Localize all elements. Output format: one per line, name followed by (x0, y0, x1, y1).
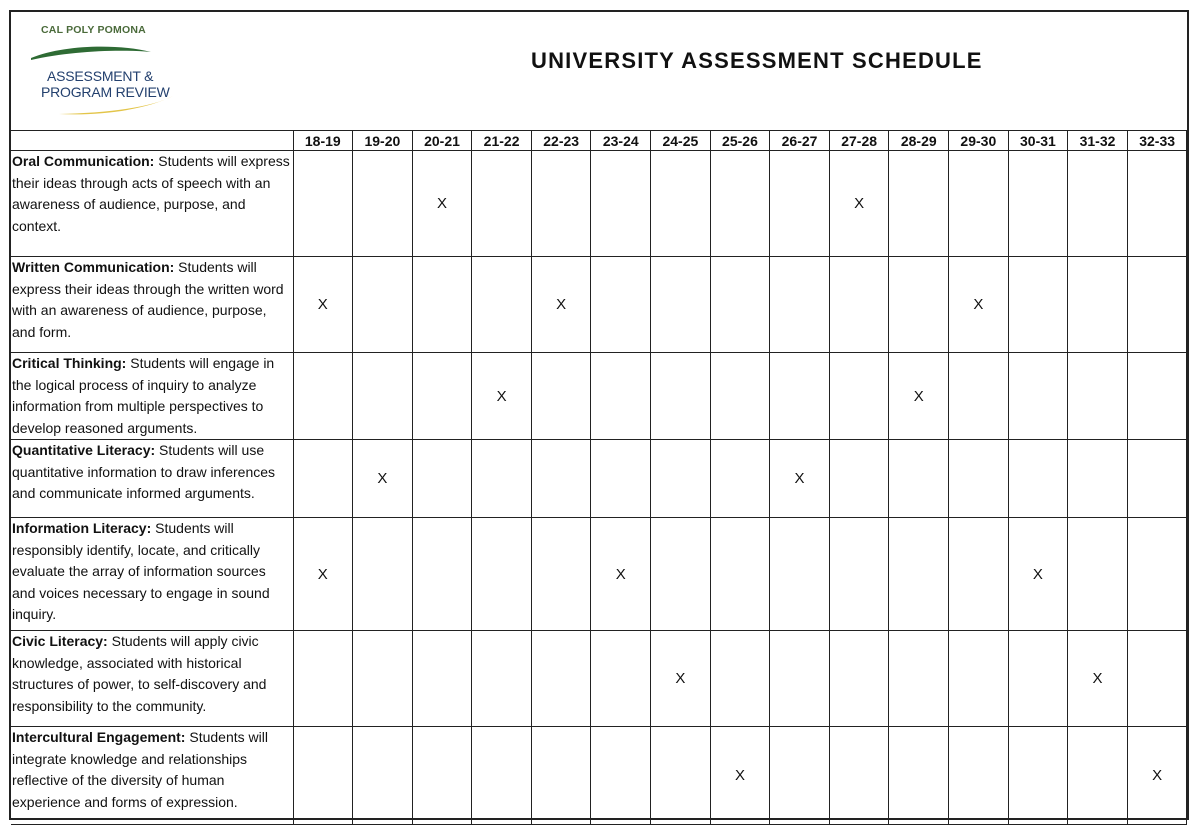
outcome-description-cell (11, 257, 293, 353)
outcome-description: Students will responsibly identify, locate, and critically evaluate the array of information sources and voices necessary to engage in sound inquiry. (12, 520, 270, 622)
outcome-row (11, 257, 1187, 353)
empty-schedule-cell (1008, 257, 1068, 353)
empty-schedule-cell (889, 440, 949, 518)
assessment-mark-cell: X (412, 151, 472, 257)
empty-schedule-cell (472, 151, 532, 257)
assessment-mark-cell: X (889, 353, 949, 440)
empty-schedule-cell (829, 257, 889, 353)
outcome-row (11, 727, 1187, 825)
assessment-mark-cell: X (472, 353, 532, 440)
empty-schedule-cell (651, 353, 711, 440)
empty-schedule-cell (651, 151, 711, 257)
empty-schedule-cell (353, 353, 413, 440)
empty-schedule-cell (770, 257, 830, 353)
empty-schedule-cell (531, 518, 591, 631)
page-title: UNIVERSITY ASSESSMENT SCHEDULE (531, 48, 983, 73)
empty-schedule-cell (1127, 518, 1187, 631)
empty-schedule-cell (889, 151, 949, 257)
year-header: 18-19 (293, 131, 353, 151)
empty-schedule-cell (829, 631, 889, 727)
empty-schedule-cell (1127, 353, 1187, 440)
empty-schedule-cell (293, 631, 353, 727)
assessment-mark-cell: X (293, 257, 353, 353)
empty-schedule-cell (531, 151, 591, 257)
assessment-mark-cell: X (591, 518, 651, 631)
logo-line-2: PROGRAM REVIEW (41, 84, 170, 100)
empty-schedule-cell (1127, 631, 1187, 727)
outcome-description: Students will integrate knowledge and relationships reflective of the diversity of human experience and forms of expression. (12, 729, 268, 810)
empty-schedule-cell (829, 727, 889, 825)
empty-schedule-cell (1068, 727, 1128, 825)
year-header: 19-20 (353, 131, 413, 151)
year-header: 21-22 (472, 131, 532, 151)
assessment-mark-cell: X (949, 257, 1009, 353)
outcome-description-cell (11, 518, 293, 631)
outcome-row (11, 440, 1187, 518)
assessment-schedule-table (11, 130, 1187, 825)
assessment-mark-cell: X (293, 518, 353, 631)
empty-schedule-cell (1008, 440, 1068, 518)
year-header: 24-25 (651, 131, 711, 151)
empty-schedule-cell (949, 518, 1009, 631)
year-header: 22-23 (531, 131, 591, 151)
outcome-column-header (11, 131, 293, 151)
empty-schedule-cell (591, 353, 651, 440)
empty-schedule-cell (1008, 727, 1068, 825)
empty-schedule-cell (531, 727, 591, 825)
empty-schedule-cell (1127, 257, 1187, 353)
empty-schedule-cell (412, 727, 472, 825)
empty-schedule-cell (591, 631, 651, 727)
empty-schedule-cell (770, 151, 830, 257)
empty-schedule-cell (591, 151, 651, 257)
empty-schedule-cell (829, 353, 889, 440)
outcome-row (11, 518, 1187, 631)
empty-schedule-cell (889, 631, 949, 727)
empty-schedule-cell (889, 257, 949, 353)
assessment-mark-cell: X (1127, 727, 1187, 825)
outcome-name: Written Communication: (12, 259, 175, 275)
year-header: 23-24 (591, 131, 651, 151)
year-header: 27-28 (829, 131, 889, 151)
year-header: 25-26 (710, 131, 770, 151)
outcome-description: Students will apply civic knowledge, associated with historical structures of power, to self-discovery and responsibility to the community. (12, 633, 267, 714)
empty-schedule-cell (293, 440, 353, 518)
cpp-assessment-logo (25, 22, 185, 120)
year-header: 28-29 (889, 131, 949, 151)
assessment-mark-cell: X (651, 631, 711, 727)
empty-schedule-cell (1068, 353, 1128, 440)
empty-schedule-cell (472, 257, 532, 353)
empty-schedule-cell (710, 440, 770, 518)
empty-schedule-cell (710, 631, 770, 727)
outcome-name: Oral Communication: (12, 153, 155, 169)
empty-schedule-cell (710, 353, 770, 440)
empty-schedule-cell (591, 440, 651, 518)
empty-schedule-cell (1008, 353, 1068, 440)
outcome-description-cell (11, 440, 293, 518)
assessment-mark-cell: X (770, 440, 830, 518)
empty-schedule-cell (531, 440, 591, 518)
empty-schedule-cell (949, 631, 1009, 727)
empty-schedule-cell (591, 257, 651, 353)
empty-schedule-cell (651, 727, 711, 825)
year-header: 26-27 (770, 131, 830, 151)
empty-schedule-cell (472, 518, 532, 631)
empty-schedule-cell (770, 631, 830, 727)
empty-schedule-cell (949, 151, 1009, 257)
logo-institution-name: CAL POLY POMONA (41, 24, 146, 36)
empty-schedule-cell (949, 440, 1009, 518)
empty-schedule-cell (770, 727, 830, 825)
schedule-document (9, 10, 1189, 820)
empty-schedule-cell (1008, 631, 1068, 727)
year-header: 31-32 (1068, 131, 1128, 151)
empty-schedule-cell (293, 727, 353, 825)
year-header: 30-31 (1008, 131, 1068, 151)
year-header-row (11, 131, 1187, 151)
empty-schedule-cell (651, 518, 711, 631)
outcome-description: Students will engage in the logical process of inquiry to analyze information from multiple perspectives to develop reasoned arguments. (12, 355, 275, 436)
year-header: 29-30 (949, 131, 1009, 151)
empty-schedule-cell (829, 518, 889, 631)
empty-schedule-cell (710, 257, 770, 353)
outcome-description: Students will express their ideas through the written word with an awareness of audience, purpose, and form. (12, 259, 284, 340)
empty-schedule-cell (412, 518, 472, 631)
empty-schedule-cell (353, 257, 413, 353)
empty-schedule-cell (770, 518, 830, 631)
outcome-row (11, 631, 1187, 727)
assessment-mark-cell: X (353, 440, 413, 518)
outcome-name: Quantitative Literacy: (12, 442, 156, 458)
assessment-mark-cell: X (1068, 631, 1128, 727)
empty-schedule-cell (949, 727, 1009, 825)
empty-schedule-cell (412, 257, 472, 353)
empty-schedule-cell (412, 631, 472, 727)
empty-schedule-cell (889, 727, 949, 825)
empty-schedule-cell (710, 518, 770, 631)
empty-schedule-cell (472, 440, 532, 518)
outcome-name: Civic Literacy: (12, 633, 108, 649)
logo-line-1: ASSESSMENT & (47, 68, 154, 84)
year-header: 20-21 (412, 131, 472, 151)
empty-schedule-cell (889, 518, 949, 631)
empty-schedule-cell (531, 631, 591, 727)
assessment-mark-cell: X (829, 151, 889, 257)
outcome-description-cell (11, 151, 293, 257)
empty-schedule-cell (531, 353, 591, 440)
empty-schedule-cell (293, 151, 353, 257)
empty-schedule-cell (591, 727, 651, 825)
empty-schedule-cell (1068, 151, 1128, 257)
outcome-description: Students will express their ideas through acts of speech with an awareness of audience, purpose, and context. (12, 153, 290, 234)
empty-schedule-cell (829, 440, 889, 518)
outcome-row (11, 353, 1187, 440)
empty-schedule-cell (949, 353, 1009, 440)
outcome-description: Students will use quantitative information to draw inferences and communicate informed arguments. (12, 442, 276, 501)
document-header (11, 12, 1187, 130)
empty-schedule-cell (1068, 518, 1128, 631)
outcome-description-cell (11, 353, 293, 440)
empty-schedule-cell (1068, 440, 1128, 518)
outcome-row (11, 151, 1187, 257)
empty-schedule-cell (353, 151, 413, 257)
empty-schedule-cell (412, 353, 472, 440)
empty-schedule-cell (1127, 440, 1187, 518)
assessment-mark-cell: X (531, 257, 591, 353)
empty-schedule-cell (353, 631, 413, 727)
empty-schedule-cell (472, 727, 532, 825)
outcome-name: Intercultural Engagement: (12, 729, 186, 745)
empty-schedule-cell (651, 440, 711, 518)
outcome-description-cell (11, 631, 293, 727)
empty-schedule-cell (1127, 151, 1187, 257)
empty-schedule-cell (651, 257, 711, 353)
empty-schedule-cell (1068, 257, 1128, 353)
assessment-mark-cell: X (1008, 518, 1068, 631)
assessment-mark-cell: X (710, 727, 770, 825)
empty-schedule-cell (710, 151, 770, 257)
outcome-description-cell (11, 727, 293, 825)
empty-schedule-cell (293, 353, 353, 440)
empty-schedule-cell (353, 727, 413, 825)
empty-schedule-cell (770, 353, 830, 440)
outcome-name: Information Literacy: (12, 520, 152, 536)
empty-schedule-cell (1008, 151, 1068, 257)
empty-schedule-cell (472, 631, 532, 727)
year-header: 32-33 (1127, 131, 1187, 151)
empty-schedule-cell (412, 440, 472, 518)
empty-schedule-cell (353, 518, 413, 631)
outcome-name: Critical Thinking: (12, 355, 127, 371)
